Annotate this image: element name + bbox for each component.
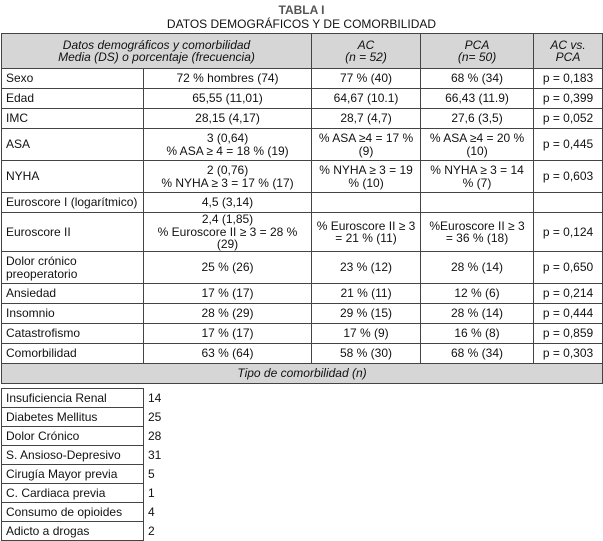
- comorbidity-row: [2, 389, 603, 408]
- comorbidity-label: Adicto a drogas: [2, 522, 144, 541]
- row-label: Comorbilidad: [2, 344, 144, 364]
- table-row: [2, 193, 603, 213]
- row-label: ASA: [2, 129, 144, 161]
- p-value: p = 0,399: [534, 89, 603, 109]
- header-ac: AC (n = 52): [312, 34, 421, 69]
- ac-value: 58 % (30): [312, 344, 421, 364]
- comorbidity-label: Insuficiencia Renal: [2, 389, 144, 408]
- total-value: 3 (0,64) % ASA ≥ 4 = 18 % (19): [144, 129, 312, 161]
- ac-value: [312, 193, 421, 213]
- row-label: Dolor crónico preoperatorio: [2, 252, 144, 284]
- pca-value: % NYHA ≥ 3 = 14 % (7): [421, 161, 534, 193]
- row-label: Insomnio: [2, 304, 144, 324]
- table-header: [2, 34, 603, 69]
- p-value: p = 0,650: [534, 252, 603, 284]
- comorbidity-label: C. Cardiaca previa: [2, 484, 144, 503]
- pca-value: 66,43 (11.9): [421, 89, 534, 109]
- ac-value: 21 % (11): [312, 284, 421, 304]
- total-value: 65,55 (11,01): [144, 89, 312, 109]
- pca-value: 28 % (14): [421, 252, 534, 284]
- table-number: TABLA I: [278, 3, 325, 17]
- total-value: 4,5 (3,14): [144, 193, 312, 213]
- comorbidity-row: [2, 484, 603, 503]
- p-value: p = 0,183: [534, 69, 603, 89]
- comorbidity-row: [2, 446, 603, 465]
- table-row: [2, 161, 603, 193]
- table-row: [2, 324, 603, 344]
- ac-value: % Euroscore II ≥ 3 = 21 % (11): [312, 213, 421, 252]
- comorbidity-row: [2, 503, 603, 522]
- ac-value: 23 % (12): [312, 252, 421, 284]
- row-label: Catastrofismo: [2, 324, 144, 344]
- p-value: p = 0,303: [534, 344, 603, 364]
- row-label: IMC: [2, 109, 144, 129]
- pca-value: % ASA ≥4 = 20 % (10): [421, 129, 534, 161]
- comorbidity-label: Diabetes Mellitus: [2, 408, 144, 427]
- comorbidity-count: 1: [144, 484, 603, 503]
- total-value: 72 % hombres (74): [144, 69, 312, 89]
- comorbidity-row: [2, 427, 603, 446]
- pca-value: 27,6 (3,5): [421, 109, 534, 129]
- p-value: p = 0,052: [534, 109, 603, 129]
- comorbidity-label: S. Ansioso-Depresivo: [2, 446, 144, 465]
- comorbidity-count: 25: [144, 408, 603, 427]
- table-row: [2, 304, 603, 324]
- p-value: p = 0,124: [534, 213, 603, 252]
- demographics-table: [1, 33, 603, 384]
- row-label: Euroscore I (logarítmico): [2, 193, 144, 213]
- table-row: [2, 69, 603, 89]
- total-value: 17 % (17): [144, 284, 312, 304]
- p-value: p = 0,603: [534, 161, 603, 193]
- table-row: [2, 109, 603, 129]
- row-label: Ansiedad: [2, 284, 144, 304]
- table-title: DATOS DEMOGRÁFICOS Y DE COMORBILIDAD: [166, 17, 437, 31]
- pca-value: [421, 193, 534, 213]
- p-value: p = 0,444: [534, 304, 603, 324]
- ac-value: 64,67 (10.1): [312, 89, 421, 109]
- pca-value: 16 % (8): [421, 324, 534, 344]
- table-row: [2, 213, 603, 252]
- table-row: [2, 252, 603, 284]
- row-label: NYHA: [2, 161, 144, 193]
- comorbidity-label: Consumo de opioides: [2, 503, 144, 522]
- p-value: p = 0,214: [534, 284, 603, 304]
- row-label: Euroscore II: [2, 213, 144, 252]
- comorbidity-table: [1, 388, 602, 541]
- comorbidity-row: [2, 465, 603, 484]
- comorbidity-label: Cirugía Mayor previa: [2, 465, 144, 484]
- total-value: 17 % (17): [144, 324, 312, 344]
- comorbidity-count: 2: [144, 522, 603, 541]
- table-row: [2, 284, 603, 304]
- ac-value: 28,7 (4,7): [312, 109, 421, 129]
- pca-value: 68 % (34): [421, 344, 534, 364]
- comorbidity-count: 28: [144, 427, 603, 446]
- total-value: 2 (0,76) % NYHA ≥ 3 = 17 % (17): [144, 161, 312, 193]
- comorbidity-row: [2, 408, 603, 427]
- comorbidity-count: 4: [144, 503, 603, 522]
- subheader-comorbidity-type: Tipo de comorbilidad (n): [2, 364, 603, 384]
- p-value: p = 0,445: [534, 129, 603, 161]
- comorbidity-count: 31: [144, 446, 603, 465]
- table-row: [2, 129, 603, 161]
- pca-value: %Euroscore II ≥ 3 = 36 % (18): [421, 213, 534, 252]
- comorbidity-label: Dolor Crónico: [2, 427, 144, 446]
- ac-value: % NYHA ≥ 3 = 19 % (10): [312, 161, 421, 193]
- total-value: 63 % (64): [144, 344, 312, 364]
- ac-value: % ASA ≥4 = 17 % (9): [312, 129, 421, 161]
- comorbidity-count: 5: [144, 465, 603, 484]
- row-label: Edad: [2, 89, 144, 109]
- ac-value: 17 % (9): [312, 324, 421, 344]
- total-value: 25 % (26): [144, 252, 312, 284]
- total-value: 28 % (29): [144, 304, 312, 324]
- ac-value: 77 % (40): [312, 69, 421, 89]
- row-label: Sexo: [2, 69, 144, 89]
- table-row: [2, 344, 603, 364]
- comorbidity-count: 14: [144, 389, 603, 408]
- header-pca: PCA (n= 50): [421, 34, 534, 69]
- p-value: [534, 193, 603, 213]
- total-value: 28,15 (4,17): [144, 109, 312, 129]
- ac-value: 29 % (15): [312, 304, 421, 324]
- pca-value: 12 % (6): [421, 284, 534, 304]
- comorbidity-row: [2, 522, 603, 541]
- header-p: AC vs. PCA: [534, 34, 603, 69]
- p-value: p = 0,859: [534, 324, 603, 344]
- total-value: 2,4 (1,85) % Euroscore II ≥ 3 = 28 % (29): [144, 213, 312, 252]
- pca-value: 28 % (14): [421, 304, 534, 324]
- table-row: [2, 89, 603, 109]
- header-variables: Datos demográficos y comorbilidad Media (DS) o porcentaje (frecuencia): [2, 34, 312, 69]
- pca-value: 68 % (34): [421, 69, 534, 89]
